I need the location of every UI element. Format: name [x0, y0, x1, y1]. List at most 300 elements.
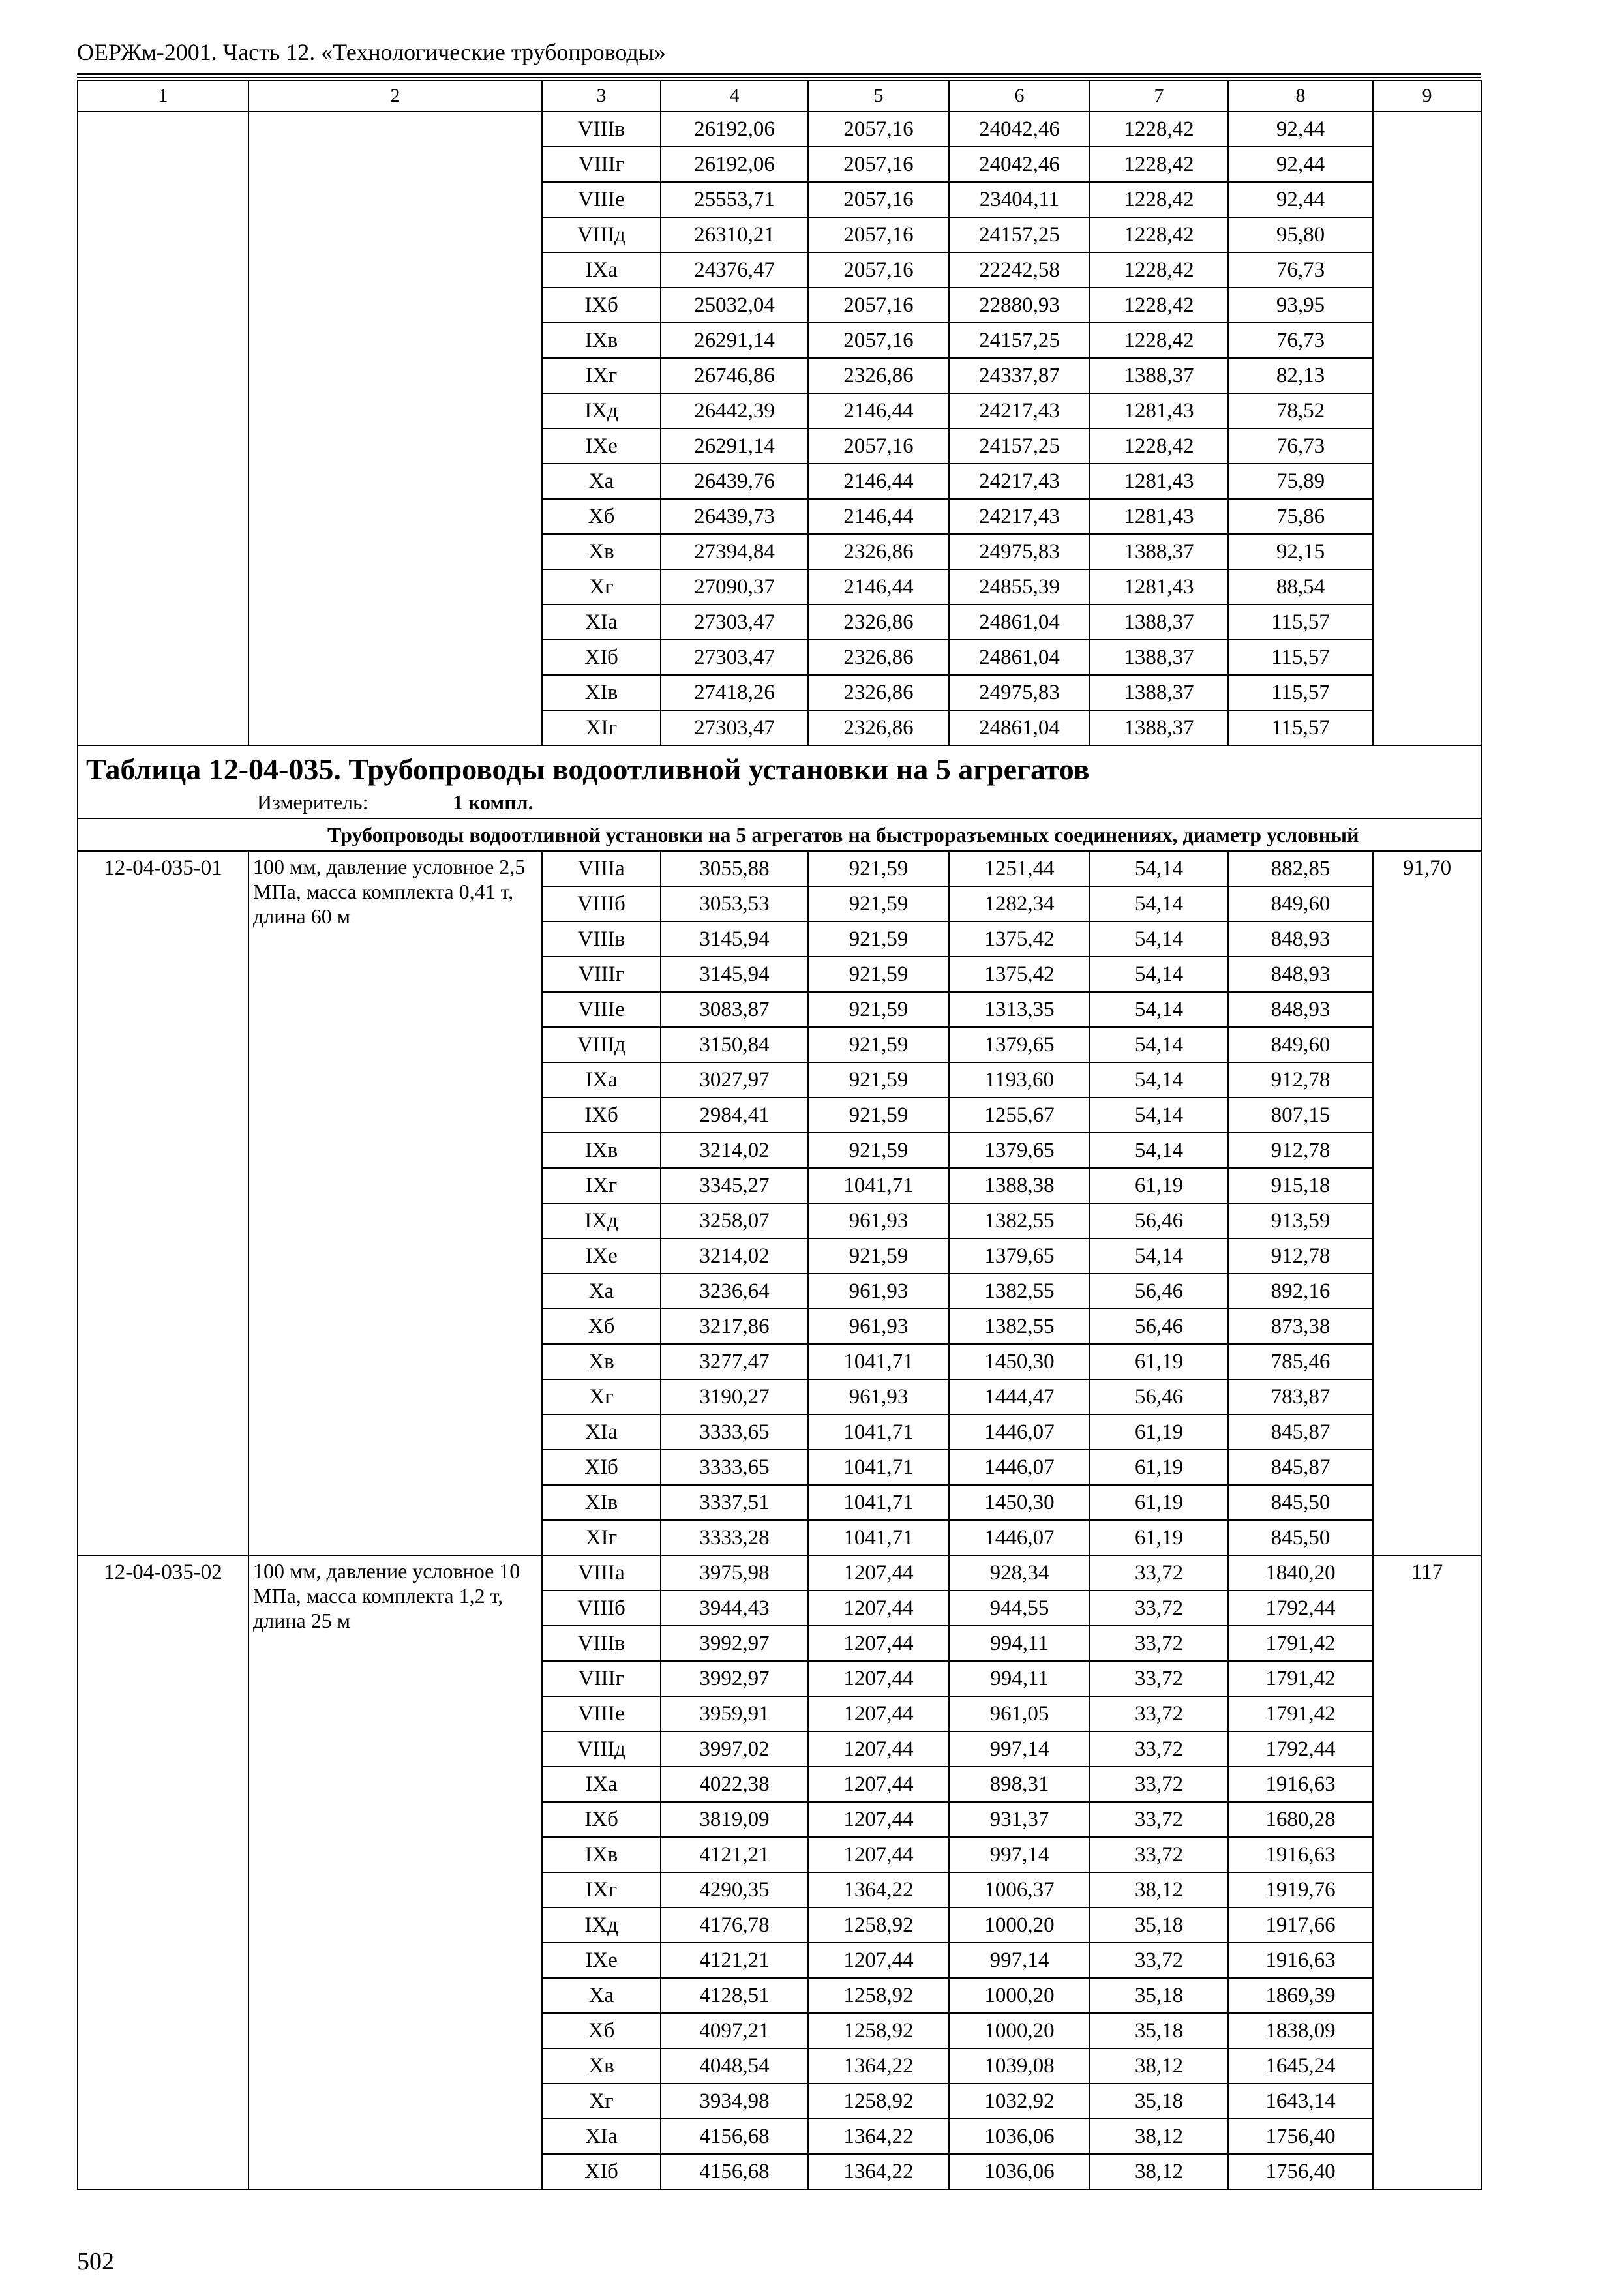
driver-wages-cell: 1281,43 [1090, 569, 1228, 605]
total-cost-cell: 26291,14 [661, 323, 808, 358]
machines-cell: 1000,20 [949, 1908, 1090, 1943]
total-cost-cell: 3997,02 [661, 1731, 808, 1767]
materials-cell: 882,85 [1228, 851, 1373, 886]
total-cost-cell: 3975,98 [661, 1555, 808, 1591]
wages-cell: 1041,71 [808, 1414, 949, 1450]
zone-cell: VIIIе [542, 992, 661, 1027]
zone-cell: XIв [542, 1485, 661, 1520]
materials-cell: 75,89 [1228, 464, 1373, 499]
zone-cell: IXа [542, 252, 661, 288]
unit-row [86, 789, 1473, 815]
materials-cell: 848,93 [1228, 921, 1373, 957]
materials-cell: 845,50 [1228, 1485, 1373, 1520]
wages-cell: 2326,86 [808, 710, 949, 745]
machines-cell: 24157,25 [949, 217, 1090, 252]
page-header: ОЕРЖм-2001. Часть 12. «Технологические трубопроводы» [77, 39, 666, 65]
zone-cell: XIв [542, 675, 661, 710]
wages-cell: 921,59 [808, 1133, 949, 1168]
zone-cell: VIIIг [542, 1661, 661, 1696]
wages-cell: 1258,92 [808, 2013, 949, 2048]
machines-cell: 1036,06 [949, 2154, 1090, 2189]
wages-cell: 1207,44 [808, 1943, 949, 1978]
materials-cell: 1791,42 [1228, 1626, 1373, 1661]
wages-cell: 2057,16 [808, 147, 949, 182]
materials-cell: 76,73 [1228, 252, 1373, 288]
machines-cell: 1193,60 [949, 1062, 1090, 1098]
driver-wages-cell: 1281,43 [1090, 499, 1228, 534]
materials-cell: 1791,42 [1228, 1661, 1373, 1696]
total-cost-cell: 4156,68 [661, 2119, 808, 2154]
machines-cell: 24157,25 [949, 428, 1090, 464]
total-cost-cell: 4290,35 [661, 1872, 808, 1908]
wages-cell: 1207,44 [808, 1661, 949, 1696]
zone-cell: Xв [542, 2048, 661, 2084]
machines-cell: 24975,83 [949, 675, 1090, 710]
driver-wages-cell: 1388,37 [1090, 710, 1228, 745]
zone-cell: XIг [542, 1520, 661, 1555]
driver-wages-cell: 54,14 [1090, 1133, 1228, 1168]
zone-cell: IXд [542, 393, 661, 428]
driver-wages-cell: 54,14 [1090, 921, 1228, 957]
driver-wages-cell: 33,72 [1090, 1591, 1228, 1626]
materials-cell: 1917,66 [1228, 1908, 1373, 1943]
driver-wages-cell: 38,12 [1090, 2119, 1228, 2154]
machines-cell: 1446,07 [949, 1520, 1090, 1555]
total-cost-cell: 27303,47 [661, 640, 808, 675]
code-cell: 12-04-035-02 [78, 1555, 248, 2189]
total-cost-cell: 4048,54 [661, 2048, 808, 2084]
driver-wages-cell: 61,19 [1090, 1414, 1228, 1450]
materials-cell: 848,93 [1228, 992, 1373, 1027]
zone-cell: IXе [542, 1943, 661, 1978]
total-cost-cell: 3258,07 [661, 1203, 808, 1238]
driver-wages-cell: 35,18 [1090, 2084, 1228, 2119]
zone-cell: Xа [542, 464, 661, 499]
total-cost-cell: 3992,97 [661, 1661, 808, 1696]
driver-wages-cell: 33,72 [1090, 1943, 1228, 1978]
materials-cell: 1791,42 [1228, 1696, 1373, 1731]
machines-cell: 24861,04 [949, 710, 1090, 745]
materials-cell: 78,52 [1228, 393, 1373, 428]
materials-cell: 845,87 [1228, 1414, 1373, 1450]
materials-cell: 92,44 [1228, 112, 1373, 147]
total-cost-cell: 3217,86 [661, 1309, 808, 1344]
zone-cell: VIIIе [542, 1696, 661, 1731]
zone-cell: VIIIд [542, 1731, 661, 1767]
machines-cell: 1039,08 [949, 2048, 1090, 2084]
total-cost-cell: 27418,26 [661, 675, 808, 710]
table-title-cell [78, 745, 1481, 818]
total-cost-cell: 3083,87 [661, 992, 808, 1027]
driver-wages-cell: 56,46 [1090, 1309, 1228, 1344]
total-cost-cell: 3145,94 [661, 957, 808, 992]
machines-cell: 1313,35 [949, 992, 1090, 1027]
zone-cell: XIа [542, 1414, 661, 1450]
wages-cell: 2057,16 [808, 217, 949, 252]
zone-cell: IXв [542, 1133, 661, 1168]
materials-cell: 115,57 [1228, 710, 1373, 745]
zone-cell: Xа [542, 1274, 661, 1309]
machines-cell: 1036,06 [949, 2119, 1090, 2154]
wages-cell: 2326,86 [808, 534, 949, 569]
zone-cell: XIб [542, 1450, 661, 1485]
machines-cell: 1382,55 [949, 1203, 1090, 1238]
total-cost-cell: 3333,28 [661, 1520, 808, 1555]
code-cell: 12-04-035-01 [78, 851, 248, 1555]
machines-cell: 24217,43 [949, 464, 1090, 499]
wages-cell: 961,93 [808, 1274, 949, 1309]
materials-cell: 75,86 [1228, 499, 1373, 534]
total-cost-cell: 3944,43 [661, 1591, 808, 1626]
driver-wages-cell: 1228,42 [1090, 147, 1228, 182]
driver-wages-cell: 61,19 [1090, 1344, 1228, 1379]
wages-cell: 2326,86 [808, 675, 949, 710]
total-cost-cell: 4097,21 [661, 2013, 808, 2048]
machines-cell: 1379,65 [949, 1133, 1090, 1168]
total-cost-cell: 4121,21 [661, 1943, 808, 1978]
wages-cell: 1364,22 [808, 2154, 949, 2189]
wages-cell: 1041,71 [808, 1485, 949, 1520]
total-cost-cell: 26442,39 [661, 393, 808, 428]
zone-cell: XIа [542, 605, 661, 640]
total-cost-cell: 26310,21 [661, 217, 808, 252]
total-cost-cell: 3345,27 [661, 1168, 808, 1203]
page-number: 502 [77, 2248, 114, 2275]
driver-wages-cell: 38,12 [1090, 2048, 1228, 2084]
total-cost-cell: 4121,21 [661, 1837, 808, 1872]
total-cost-cell: 25032,04 [661, 288, 808, 323]
materials-cell: 1916,63 [1228, 1943, 1373, 1978]
zone-cell: VIIIа [542, 851, 661, 886]
machines-cell: 23404,11 [949, 182, 1090, 217]
zone-cell: VIIIв [542, 1626, 661, 1661]
materials-cell: 1756,40 [1228, 2154, 1373, 2189]
wages-cell: 2057,16 [808, 252, 949, 288]
materials-cell: 92,15 [1228, 534, 1373, 569]
total-cost-cell: 3190,27 [661, 1379, 808, 1414]
materials-cell: 1869,39 [1228, 1978, 1373, 2013]
wages-cell: 921,59 [808, 886, 949, 921]
zone-cell: IXв [542, 1837, 661, 1872]
driver-wages-cell: 61,19 [1090, 1450, 1228, 1485]
machines-cell: 931,37 [949, 1802, 1090, 1837]
total-cost-cell: 26746,86 [661, 358, 808, 393]
zone-cell: XIа [542, 2119, 661, 2154]
driver-wages-cell: 54,14 [1090, 1027, 1228, 1062]
driver-wages-cell: 54,14 [1090, 851, 1228, 886]
unit-label: Измеритель: [257, 790, 368, 814]
driver-wages-cell: 1388,37 [1090, 605, 1228, 640]
driver-wages-cell: 1228,42 [1090, 428, 1228, 464]
zone-cell: Xв [542, 534, 661, 569]
wages-cell: 2326,86 [808, 640, 949, 675]
driver-wages-cell: 38,12 [1090, 2154, 1228, 2189]
total-cost-cell: 4022,38 [661, 1767, 808, 1802]
wages-cell: 2057,16 [808, 288, 949, 323]
column-number: 6 [949, 80, 1090, 112]
zone-cell: VIIIб [542, 886, 661, 921]
total-cost-cell: 3214,02 [661, 1238, 808, 1274]
materials-cell: 912,78 [1228, 1238, 1373, 1274]
machines-cell: 1255,67 [949, 1098, 1090, 1133]
wages-cell: 2057,16 [808, 323, 949, 358]
materials-cell: 115,57 [1228, 640, 1373, 675]
section-title: Трубопроводы водоотливной установки на 5 агрегатов на быстроразъемных соединениях, диаметр условный [78, 818, 1481, 851]
wages-cell: 921,59 [808, 992, 949, 1027]
driver-wages-cell: 1388,37 [1090, 534, 1228, 569]
driver-wages-cell: 56,46 [1090, 1274, 1228, 1309]
column-number: 9 [1373, 80, 1481, 112]
total-cost-cell: 27394,84 [661, 534, 808, 569]
materials-cell: 912,78 [1228, 1133, 1373, 1168]
total-cost-cell: 3934,98 [661, 2084, 808, 2119]
wages-cell: 921,59 [808, 1062, 949, 1098]
materials-cell: 1643,14 [1228, 2084, 1373, 2119]
total-cost-cell: 3333,65 [661, 1414, 808, 1450]
materials-cell: 93,95 [1228, 288, 1373, 323]
zone-cell: IXб [542, 1802, 661, 1837]
materials-cell: 95,80 [1228, 217, 1373, 252]
materials-cell: 1919,76 [1228, 1872, 1373, 1908]
driver-wages-cell: 33,72 [1090, 1555, 1228, 1591]
machines-cell: 928,34 [949, 1555, 1090, 1591]
total-cost-cell: 3992,97 [661, 1626, 808, 1661]
zone-cell: IXа [542, 1767, 661, 1802]
zone-cell: IXг [542, 1872, 661, 1908]
zone-cell: IXа [542, 1062, 661, 1098]
driver-wages-cell: 35,18 [1090, 2013, 1228, 2048]
materials-cell: 1756,40 [1228, 2119, 1373, 2154]
machines-cell: 1375,42 [949, 957, 1090, 992]
materials-cell: 115,57 [1228, 605, 1373, 640]
total-cost-cell: 2984,41 [661, 1098, 808, 1133]
wages-cell: 2057,16 [808, 182, 949, 217]
total-cost-cell: 3027,97 [661, 1062, 808, 1098]
total-cost-cell: 3150,84 [661, 1027, 808, 1062]
total-cost-cell: 3819,09 [661, 1802, 808, 1837]
wages-cell: 1207,44 [808, 1696, 949, 1731]
wages-cell: 921,59 [808, 1027, 949, 1062]
zone-cell: IXг [542, 358, 661, 393]
total-cost-cell: 4176,78 [661, 1908, 808, 1943]
total-cost-cell: 26192,06 [661, 147, 808, 182]
driver-wages-cell: 1281,43 [1090, 464, 1228, 499]
zone-cell: Xб [542, 2013, 661, 2048]
materials-cell: 912,78 [1228, 1062, 1373, 1098]
col9-cell: 91,70 [1373, 851, 1481, 1555]
total-cost-cell: 3055,88 [661, 851, 808, 886]
machines-cell: 1282,34 [949, 886, 1090, 921]
total-cost-cell: 27303,47 [661, 605, 808, 640]
machines-cell: 24861,04 [949, 605, 1090, 640]
driver-wages-cell: 38,12 [1090, 1872, 1228, 1908]
driver-wages-cell: 56,46 [1090, 1203, 1228, 1238]
description-cell [248, 112, 542, 745]
materials-cell: 849,60 [1228, 886, 1373, 921]
driver-wages-cell: 33,72 [1090, 1731, 1228, 1767]
materials-cell: 915,18 [1228, 1168, 1373, 1203]
materials-cell: 92,44 [1228, 147, 1373, 182]
zone-cell: VIIIб [542, 1591, 661, 1626]
machines-cell: 994,11 [949, 1661, 1090, 1696]
driver-wages-cell: 1388,37 [1090, 640, 1228, 675]
machines-cell: 1444,47 [949, 1379, 1090, 1414]
driver-wages-cell: 1228,42 [1090, 217, 1228, 252]
col9-cell [1373, 112, 1481, 745]
zone-cell: IXе [542, 428, 661, 464]
wages-cell: 1364,22 [808, 1872, 949, 1908]
wages-cell: 961,93 [808, 1203, 949, 1238]
driver-wages-cell: 35,18 [1090, 1978, 1228, 2013]
total-cost-cell: 3145,94 [661, 921, 808, 957]
zone-cell: Xб [542, 1309, 661, 1344]
wages-cell: 961,93 [808, 1309, 949, 1344]
machines-cell: 24861,04 [949, 640, 1090, 675]
machines-cell: 24042,46 [949, 112, 1090, 147]
zone-cell: VIIIв [542, 112, 661, 147]
zone-cell: IXв [542, 323, 661, 358]
machines-cell: 1251,44 [949, 851, 1090, 886]
machines-cell: 1379,65 [949, 1238, 1090, 1274]
zone-cell: IXб [542, 288, 661, 323]
column-number: 7 [1090, 80, 1228, 112]
driver-wages-cell: 33,72 [1090, 1767, 1228, 1802]
wages-cell: 1041,71 [808, 1344, 949, 1379]
zone-cell: VIIIг [542, 957, 661, 992]
machines-cell: 24975,83 [949, 534, 1090, 569]
column-number: 5 [808, 80, 949, 112]
header-rule [77, 73, 1481, 75]
total-cost-cell: 26439,73 [661, 499, 808, 534]
machines-cell: 24157,25 [949, 323, 1090, 358]
total-cost-cell: 26439,76 [661, 464, 808, 499]
column-number: 8 [1228, 80, 1373, 112]
machines-cell: 961,05 [949, 1696, 1090, 1731]
materials-cell: 115,57 [1228, 675, 1373, 710]
driver-wages-cell: 61,19 [1090, 1168, 1228, 1203]
code-cell [78, 112, 248, 745]
machines-cell: 1006,37 [949, 1872, 1090, 1908]
zone-cell: IXд [542, 1908, 661, 1943]
machines-cell: 1446,07 [949, 1414, 1090, 1450]
materials-cell: 1792,44 [1228, 1591, 1373, 1626]
materials-cell: 892,16 [1228, 1274, 1373, 1309]
total-cost-cell: 27090,37 [661, 569, 808, 605]
driver-wages-cell: 33,72 [1090, 1696, 1228, 1731]
machines-cell: 22242,58 [949, 252, 1090, 288]
machines-cell: 24217,43 [949, 499, 1090, 534]
zone-cell: VIIIа [542, 1555, 661, 1591]
price-table [77, 80, 1482, 2190]
total-cost-cell: 3053,53 [661, 886, 808, 921]
wages-cell: 1207,44 [808, 1837, 949, 1872]
zone-cell: IXб [542, 1098, 661, 1133]
zone-cell: VIIIд [542, 1027, 661, 1062]
column-number: 4 [661, 80, 808, 112]
total-cost-cell: 4128,51 [661, 1978, 808, 2013]
total-cost-cell: 24376,47 [661, 252, 808, 288]
materials-cell: 1792,44 [1228, 1731, 1373, 1767]
total-cost-cell: 26192,06 [661, 112, 808, 147]
driver-wages-cell: 33,72 [1090, 1837, 1228, 1872]
zone-cell: XIб [542, 2154, 661, 2189]
zone-cell: Xа [542, 1978, 661, 2013]
col9-cell: 117 [1373, 1555, 1481, 2189]
zone-cell: IXе [542, 1238, 661, 1274]
materials-cell: 88,54 [1228, 569, 1373, 605]
machines-cell: 24337,87 [949, 358, 1090, 393]
machines-cell: 1446,07 [949, 1450, 1090, 1485]
machines-cell: 1379,65 [949, 1027, 1090, 1062]
machines-cell: 1032,92 [949, 2084, 1090, 2119]
driver-wages-cell: 1228,42 [1090, 182, 1228, 217]
machines-cell: 898,31 [949, 1767, 1090, 1802]
description-cell: 100 мм, давление условное 10 МПа, масса комплекта 1,2 т, длина 25 м [248, 1555, 542, 2189]
driver-wages-cell: 1228,42 [1090, 288, 1228, 323]
driver-wages-cell: 54,14 [1090, 1062, 1228, 1098]
table-row [78, 851, 1481, 886]
column-number: 1 [78, 80, 248, 112]
driver-wages-cell: 54,14 [1090, 886, 1228, 921]
wages-cell: 921,59 [808, 1098, 949, 1133]
column-number-row [78, 80, 1481, 112]
materials-cell: 92,44 [1228, 182, 1373, 217]
total-cost-cell: 3214,02 [661, 1133, 808, 1168]
zone-cell: XIб [542, 640, 661, 675]
total-cost-cell: 26291,14 [661, 428, 808, 464]
column-number: 3 [542, 80, 661, 112]
wages-cell: 2057,16 [808, 112, 949, 147]
materials-cell: 807,15 [1228, 1098, 1373, 1133]
wages-cell: 961,93 [808, 1379, 949, 1414]
zone-cell: VIIIд [542, 217, 661, 252]
wages-cell: 1041,71 [808, 1168, 949, 1203]
materials-cell: 1916,63 [1228, 1837, 1373, 1872]
table-row [78, 1555, 1481, 1591]
zone-cell: XIг [542, 710, 661, 745]
zone-cell: VIIIв [542, 921, 661, 957]
zone-cell: IXг [542, 1168, 661, 1203]
zone-cell: Xв [542, 1344, 661, 1379]
machines-cell: 997,14 [949, 1731, 1090, 1767]
description-cell: 100 мм, давление условное 2,5 МПа, масса комплекта 0,41 т, длина 60 м [248, 851, 542, 1555]
wages-cell: 2326,86 [808, 358, 949, 393]
wages-cell: 1207,44 [808, 1767, 949, 1802]
materials-cell: 785,46 [1228, 1344, 1373, 1379]
wages-cell: 1207,44 [808, 1802, 949, 1837]
wages-cell: 1258,92 [808, 1908, 949, 1943]
total-cost-cell: 3337,51 [661, 1485, 808, 1520]
wages-cell: 1364,22 [808, 2048, 949, 2084]
wages-cell: 2146,44 [808, 464, 949, 499]
wages-cell: 1041,71 [808, 1520, 949, 1555]
column-number: 2 [248, 80, 542, 112]
driver-wages-cell: 1228,42 [1090, 252, 1228, 288]
zone-cell: Xг [542, 569, 661, 605]
table-title-row [78, 745, 1481, 818]
zone-cell: Xб [542, 499, 661, 534]
zone-cell: Xг [542, 2084, 661, 2119]
driver-wages-cell: 61,19 [1090, 1520, 1228, 1555]
machines-cell: 1450,30 [949, 1344, 1090, 1379]
machines-cell: 24217,43 [949, 393, 1090, 428]
wages-cell: 1207,44 [808, 1731, 949, 1767]
machines-cell: 1000,20 [949, 2013, 1090, 2048]
total-cost-cell: 4156,68 [661, 2154, 808, 2189]
driver-wages-cell: 54,14 [1090, 1238, 1228, 1274]
materials-cell: 1645,24 [1228, 2048, 1373, 2084]
driver-wages-cell: 61,19 [1090, 1485, 1228, 1520]
